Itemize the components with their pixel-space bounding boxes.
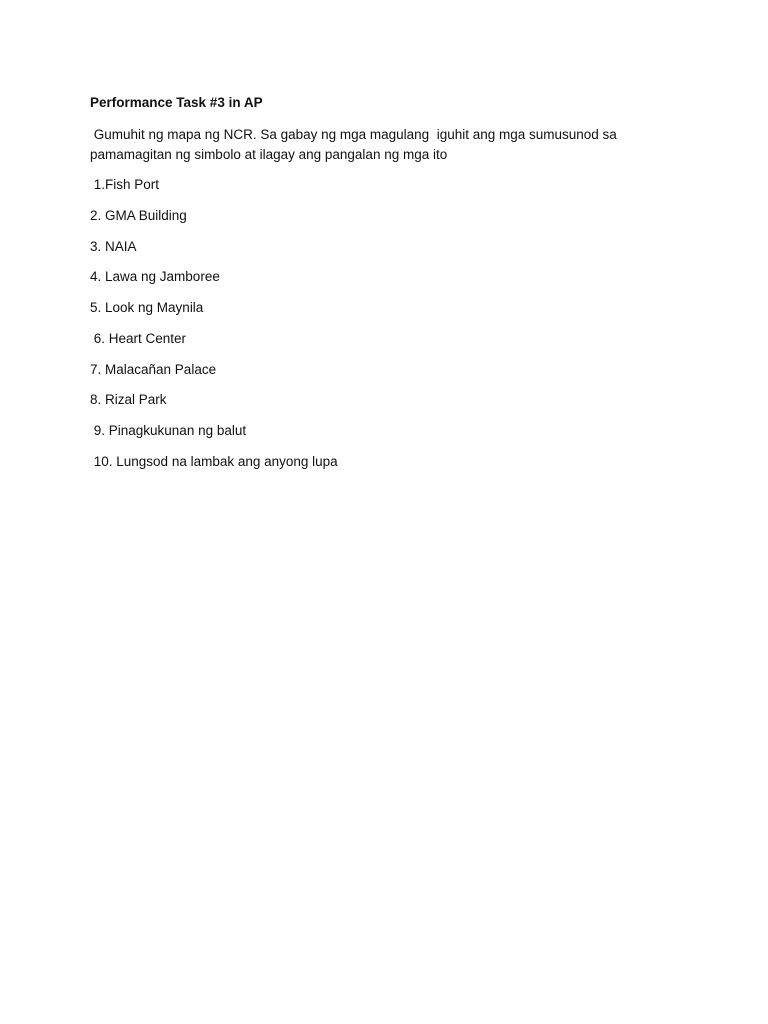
- list-item-look-ng-maynila: 5. Look ng Maynila: [90, 300, 204, 315]
- list-item-gma-building: 2. GMA Building: [90, 208, 187, 223]
- list-item-heart-center: 6. Heart Center: [90, 331, 187, 346]
- list-item-fish-port: 1.Fish Port: [90, 177, 160, 192]
- document-title: Performance Task #3 in AP: [90, 95, 263, 110]
- list-item-rizal-park: 8. Rizal Park: [90, 392, 167, 407]
- list-item-lungsod-na-lambak: 10. Lungsod na lambak ang anyong lupa: [90, 454, 338, 469]
- list-item-malacanan-palace: 7. Malacañan Palace: [90, 362, 217, 377]
- instructions-line-1: Gumuhit ng mapa ng NCR. Sa gabay ng mga magulang iguhit ang mga sumusunod sa: [90, 127, 617, 142]
- list-item-lawa-ng-jamboree: 4. Lawa ng Jamboree: [90, 269, 220, 284]
- list-item-naia: 3. NAIA: [90, 239, 137, 254]
- instructions-paragraph: [90, 125, 690, 165]
- instructions-line-2: pamamagitan ng simbolo at ilagay ang pangalan ng mga ito: [90, 147, 448, 162]
- list-item-pinagkukunan-ng-balut: 9. Pinagkukunan ng balut: [90, 423, 247, 438]
